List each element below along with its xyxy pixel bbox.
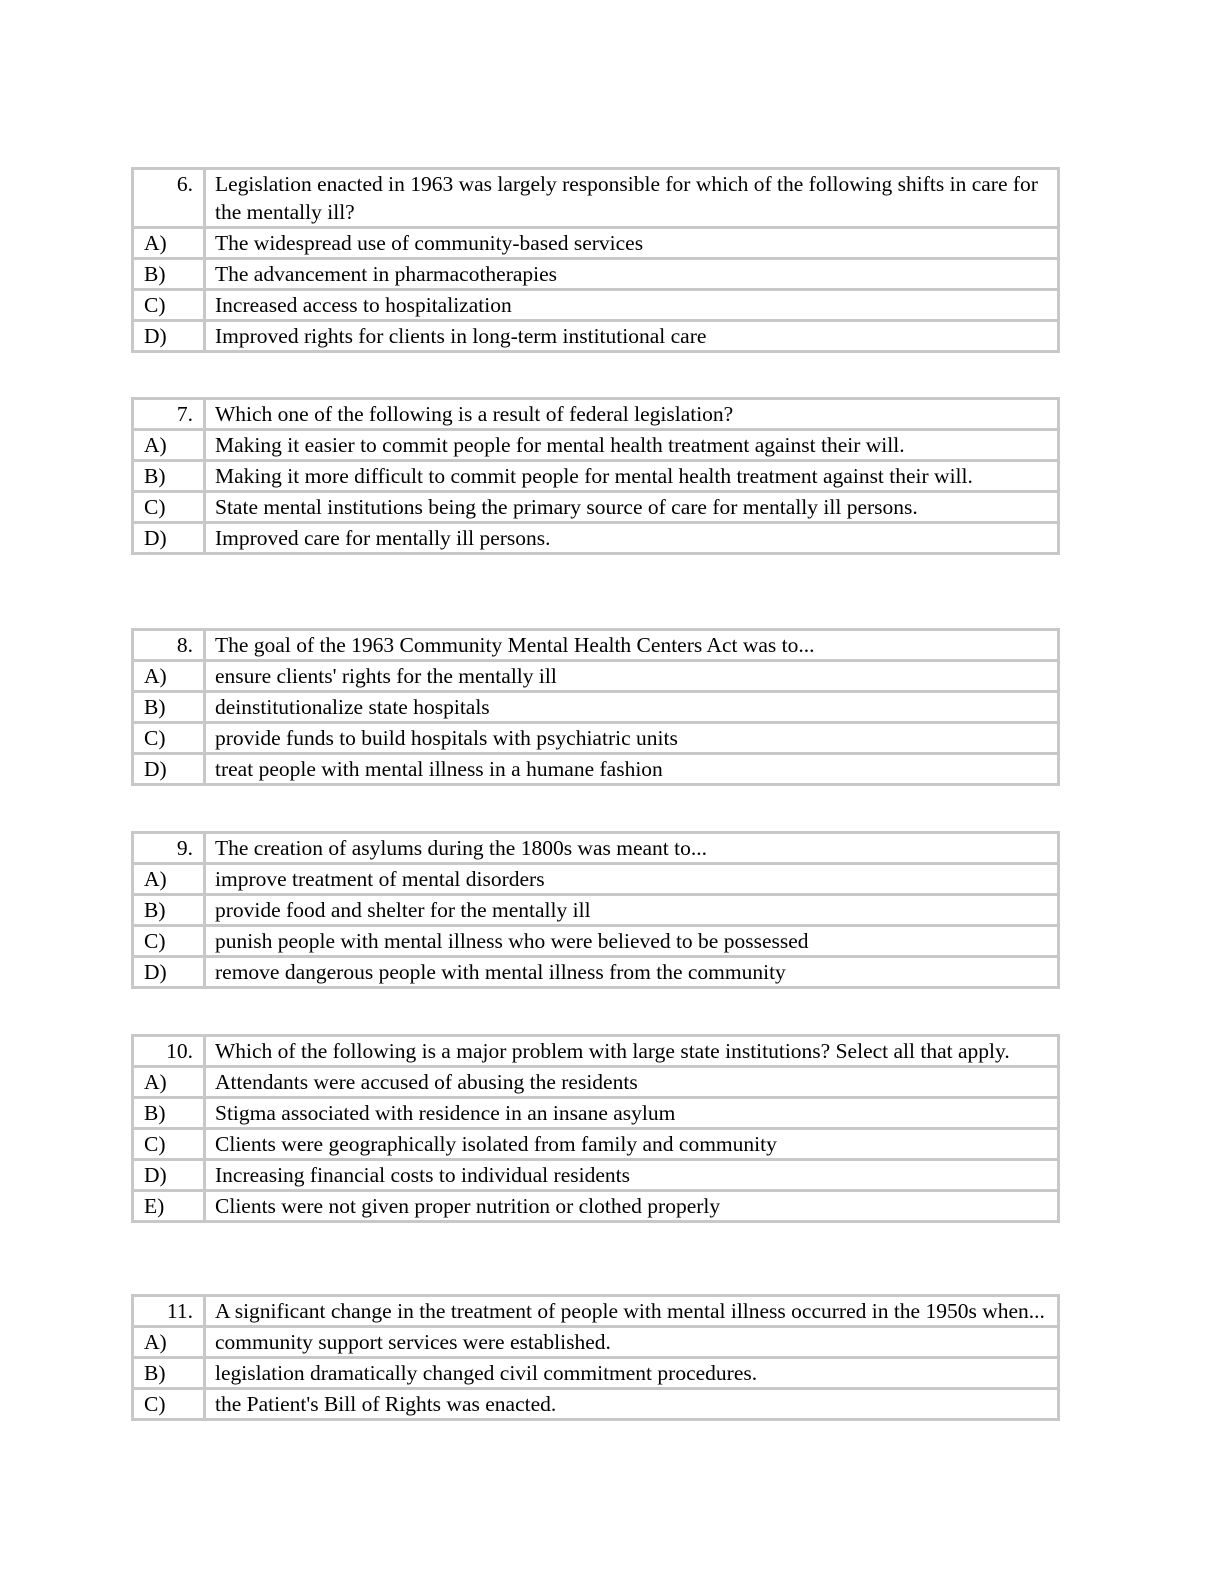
option-letter: A) bbox=[133, 1327, 205, 1358]
option-row bbox=[133, 926, 1059, 957]
option-row bbox=[133, 523, 1059, 554]
question-row bbox=[133, 1036, 1059, 1067]
option-row bbox=[133, 259, 1059, 290]
question-8-table bbox=[131, 628, 1060, 786]
option-text: provide food and shelter for the mentally ill bbox=[205, 895, 1059, 926]
question-row bbox=[133, 630, 1059, 661]
question-row bbox=[133, 833, 1059, 864]
question-number: 6. bbox=[133, 169, 205, 228]
question-number: 11. bbox=[133, 1296, 205, 1327]
question-stem: The goal of the 1963 Community Mental Health Centers Act was to... bbox=[205, 630, 1059, 661]
option-letter: B) bbox=[133, 895, 205, 926]
question-stem: The creation of asylums during the 1800s was meant to... bbox=[205, 833, 1059, 864]
option-letter: C) bbox=[133, 290, 205, 321]
option-letter: B) bbox=[133, 692, 205, 723]
option-row bbox=[133, 1098, 1059, 1129]
question-6-table bbox=[131, 167, 1060, 353]
option-row bbox=[133, 754, 1059, 785]
option-letter: C) bbox=[133, 1389, 205, 1420]
option-row bbox=[133, 895, 1059, 926]
option-text: remove dangerous people with mental illness from the community bbox=[205, 957, 1059, 988]
option-letter: C) bbox=[133, 492, 205, 523]
option-row bbox=[133, 1160, 1059, 1191]
option-text: ensure clients' rights for the mentally ill bbox=[205, 661, 1059, 692]
question-number: 9. bbox=[133, 833, 205, 864]
option-text: community support services were established. bbox=[205, 1327, 1059, 1358]
option-text: Increased access to hospitalization bbox=[205, 290, 1059, 321]
option-text: State mental institutions being the primary source of care for mentally ill persons. bbox=[205, 492, 1059, 523]
option-row bbox=[133, 430, 1059, 461]
question-10-table bbox=[131, 1034, 1060, 1223]
option-letter: A) bbox=[133, 661, 205, 692]
option-text: Improved care for mentally ill persons. bbox=[205, 523, 1059, 554]
option-row bbox=[133, 492, 1059, 523]
option-letter: C) bbox=[133, 1129, 205, 1160]
question-row bbox=[133, 169, 1059, 228]
option-text: Clients were geographically isolated from family and community bbox=[205, 1129, 1059, 1160]
option-text: deinstitutionalize state hospitals bbox=[205, 692, 1059, 723]
option-letter: C) bbox=[133, 926, 205, 957]
option-row bbox=[133, 661, 1059, 692]
question-row bbox=[133, 1296, 1059, 1327]
question-row bbox=[133, 399, 1059, 430]
option-row bbox=[133, 290, 1059, 321]
option-text: provide funds to build hospitals with psychiatric units bbox=[205, 723, 1059, 754]
option-text: Making it easier to commit people for mental health treatment against their will. bbox=[205, 430, 1059, 461]
option-text: The widespread use of community-based services bbox=[205, 228, 1059, 259]
option-row bbox=[133, 1358, 1059, 1389]
question-11-table bbox=[131, 1294, 1060, 1421]
question-number: 10. bbox=[133, 1036, 205, 1067]
option-letter: D) bbox=[133, 523, 205, 554]
option-text: Making it more difficult to commit people for mental health treatment against their will. bbox=[205, 461, 1059, 492]
option-row bbox=[133, 1129, 1059, 1160]
option-letter: A) bbox=[133, 864, 205, 895]
option-row bbox=[133, 228, 1059, 259]
option-text: the Patient's Bill of Rights was enacted. bbox=[205, 1389, 1059, 1420]
option-letter: B) bbox=[133, 1098, 205, 1129]
option-letter: D) bbox=[133, 957, 205, 988]
option-letter: C) bbox=[133, 723, 205, 754]
option-letter: D) bbox=[133, 1160, 205, 1191]
option-letter: B) bbox=[133, 461, 205, 492]
question-number: 7. bbox=[133, 399, 205, 430]
option-letter: A) bbox=[133, 430, 205, 461]
option-letter: B) bbox=[133, 1358, 205, 1389]
option-row bbox=[133, 461, 1059, 492]
option-row bbox=[133, 957, 1059, 988]
option-letter: B) bbox=[133, 259, 205, 290]
question-stem: Legislation enacted in 1963 was largely responsible for which of the following shifts in care for the mentally ill? bbox=[205, 169, 1059, 228]
question-stem: Which one of the following is a result of federal legislation? bbox=[205, 399, 1059, 430]
option-text: legislation dramatically changed civil commitment procedures. bbox=[205, 1358, 1059, 1389]
option-row bbox=[133, 1067, 1059, 1098]
option-row bbox=[133, 864, 1059, 895]
question-9-table bbox=[131, 831, 1060, 989]
option-text: Stigma associated with residence in an insane asylum bbox=[205, 1098, 1059, 1129]
option-letter: E) bbox=[133, 1191, 205, 1222]
option-text: Attendants were accused of abusing the residents bbox=[205, 1067, 1059, 1098]
question-stem: Which of the following is a major problem with large state institutions? Select all that apply. bbox=[205, 1036, 1059, 1067]
option-letter: A) bbox=[133, 1067, 205, 1098]
option-row bbox=[133, 1389, 1059, 1420]
option-letter: D) bbox=[133, 321, 205, 352]
option-text: Increasing financial costs to individual residents bbox=[205, 1160, 1059, 1191]
option-text: treat people with mental illness in a humane fashion bbox=[205, 754, 1059, 785]
option-text: Improved rights for clients in long-term institutional care bbox=[205, 321, 1059, 352]
option-text: punish people with mental illness who were believed to be possessed bbox=[205, 926, 1059, 957]
option-text: improve treatment of mental disorders bbox=[205, 864, 1059, 895]
option-text: The advancement in pharmacotherapies bbox=[205, 259, 1059, 290]
option-row bbox=[133, 321, 1059, 352]
option-letter: D) bbox=[133, 754, 205, 785]
question-7-table bbox=[131, 397, 1060, 555]
option-text: Clients were not given proper nutrition or clothed properly bbox=[205, 1191, 1059, 1222]
option-row bbox=[133, 1191, 1059, 1222]
question-stem: A significant change in the treatment of people with mental illness occurred in the 1950s when... bbox=[205, 1296, 1059, 1327]
option-row bbox=[133, 723, 1059, 754]
option-letter: A) bbox=[133, 228, 205, 259]
option-row bbox=[133, 692, 1059, 723]
option-row bbox=[133, 1327, 1059, 1358]
question-number: 8. bbox=[133, 630, 205, 661]
